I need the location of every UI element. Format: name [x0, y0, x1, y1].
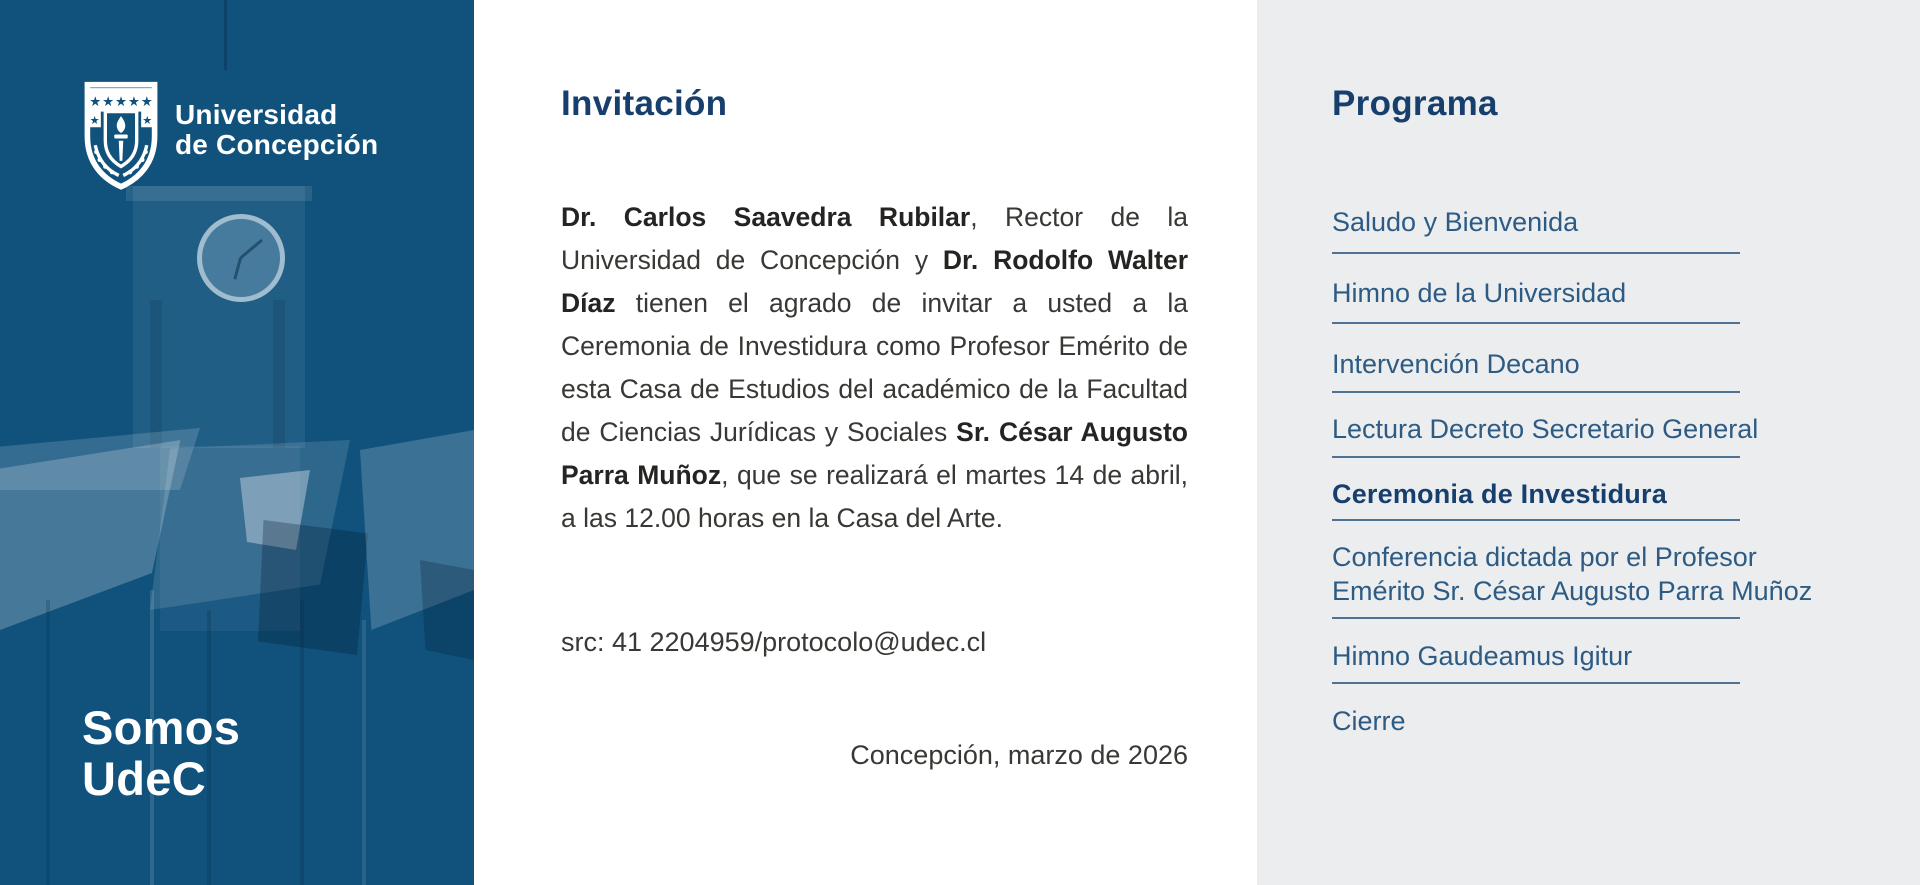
svg-text:★: ★ [140, 95, 153, 110]
separator [1332, 519, 1740, 521]
svg-text:★: ★ [89, 95, 102, 110]
program-title: Programa [1332, 84, 1498, 123]
separator [1332, 322, 1740, 324]
contact-line: src: 41 2204959/protocolo@udec.cl [561, 627, 987, 657]
program-item: Ceremonia de Investidura [1332, 479, 1667, 509]
separator [1332, 682, 1740, 684]
flagpole-art [362, 620, 366, 885]
logo-wordmark-line1: Universidad [175, 99, 338, 130]
flagpole-art [46, 600, 50, 885]
svg-text:★: ★ [142, 113, 153, 127]
separator [1332, 456, 1740, 458]
clock-face-art [197, 214, 285, 302]
svg-text:★: ★ [127, 95, 140, 110]
brand-slogan [82, 702, 240, 804]
udec-shield-icon [80, 78, 162, 190]
flagpole-art [224, 0, 227, 70]
svg-text:★: ★ [114, 95, 128, 110]
invitation-panel [474, 0, 1257, 885]
svg-text:★: ★ [89, 113, 100, 127]
clock-tower-art [273, 300, 285, 448]
svg-text:★: ★ [102, 95, 115, 110]
logo-wordmark-line2: de Concepción [175, 129, 379, 160]
separator [1332, 252, 1740, 254]
flag-art [420, 560, 474, 660]
logo-wordmark [175, 100, 378, 190]
program-item: Saludo y Bienvenida [1332, 207, 1579, 237]
flag-art [258, 520, 368, 655]
flagpole-art [300, 600, 304, 885]
invitation-body: Dr. Carlos Saavedra Rubilar, Rector de la Universidad de Concepción y Dr. Rodolfo Walter Díaz tienen el agrado de invitar a usted a la Ceremonia de Investidura como Profesor Emérito de esta Casa de Estudios del académico de la Facultad de Ciencias Jurídicas y Sociales Sr. César Augusto Parra Muñoz, que se realizará el martes 14 de abril, a las 12.00 horas en la Casa del Arte. [561, 202, 1189, 533]
invitation-title: Invitación [561, 84, 728, 123]
program-item: Conferencia dictada por el Profesor Emérito Sr. César Augusto Parra Muñoz [1332, 542, 1813, 606]
udec-logo [80, 78, 378, 190]
program-item: Himno Gaudeamus Igitur [1332, 641, 1633, 671]
brand-slogan-line2: UdeC [82, 752, 206, 805]
separator [1332, 391, 1740, 393]
dateline: Concepción, marzo de 2026 [850, 740, 1188, 770]
brand-panel [0, 0, 474, 885]
program-item: Himno de la Universidad [1332, 278, 1627, 308]
program-panel [1257, 0, 1920, 885]
program-item: Cierre [1332, 706, 1406, 736]
program-item: Intervención Decano [1332, 349, 1580, 379]
brand-slogan-line1: Somos [82, 701, 241, 754]
clock-tower-art [150, 300, 162, 448]
separator [1332, 617, 1740, 619]
program-item: Lectura Decreto Secretario General [1332, 414, 1759, 444]
